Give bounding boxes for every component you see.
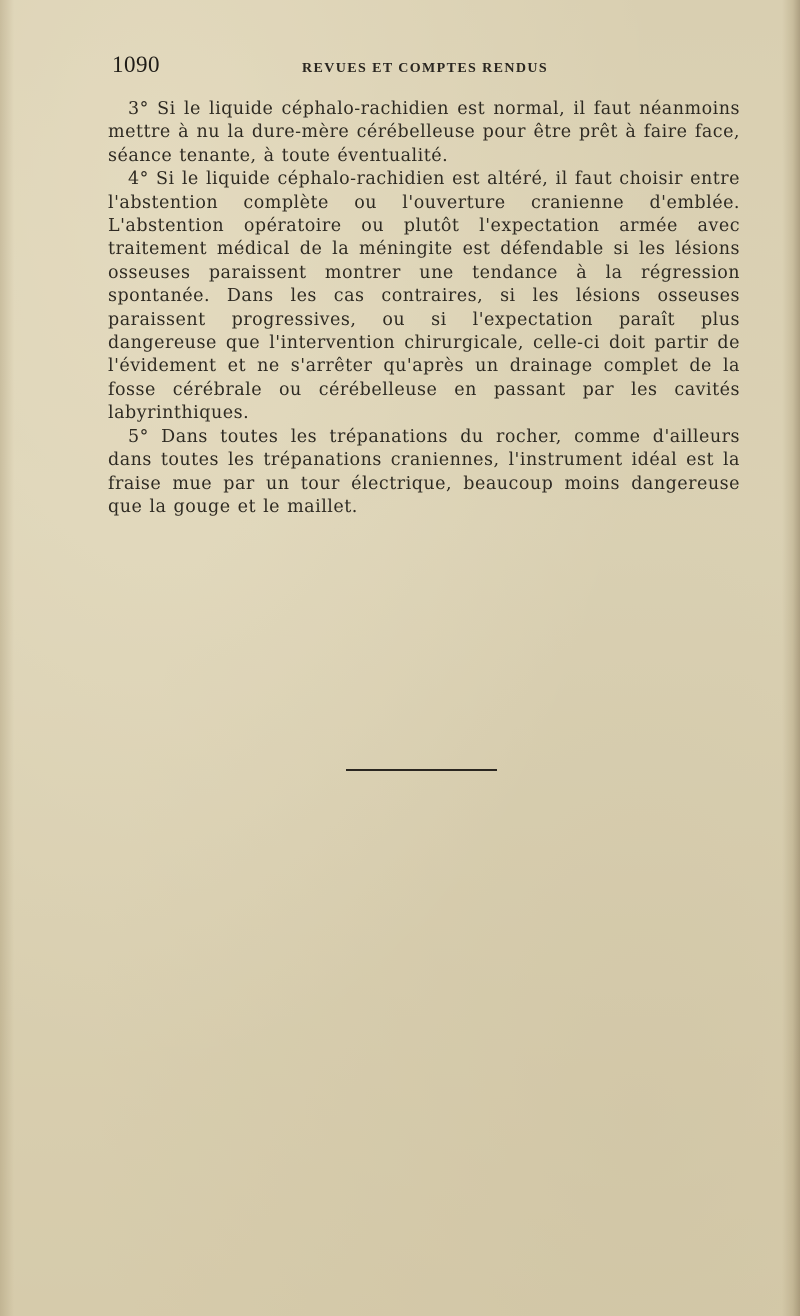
page-right-shadow: [782, 0, 800, 1316]
page-number: 1090: [112, 52, 160, 77]
section-end-rule: [346, 769, 497, 771]
page-left-shadow: [0, 0, 14, 1316]
paragraph-3: 3° Si le liquide céphalo-rachidien est normal, il faut néanmoins mettre à nu la dure-mère cérébelleuse pour être prêt à faire face, séance tenante, à toute éventualité.: [108, 99, 740, 166]
running-head: REVUES ET COMPTES RENDUS: [302, 61, 549, 76]
paragraph-5: 5° Dans toutes les trépanations du rocher, comme d'ailleurs dans toutes les trépanations craniennes, l'instrument idéal est la fraise mue par un tour électrique, beaucoup moins dangereuse que la gouge et le maillet.: [108, 426, 740, 517]
page-header: [112, 52, 744, 88]
body-text: [108, 98, 740, 519]
paragraph-4: 4° Si le liquide céphalo-rachidien est altéré, il faut choisir entre l'abstention complète ou l'ouverture cranienne d'emblée. L'abstention opératoire ou plutôt l'expectation armée avec traitement médical de la méningite est défendable si les lésions osseuses paraissent montrer une tendance à la régression spontanée. Dans les cas contraires, si les lésions osseuses paraissent progressives, ou si l'expectation paraît plus dangereuse que l'intervention chirurgicale, celle-ci doit partir de l'évidement et ne s'arrêter qu'après un drainage complet de la fosse cérébrale ou cérébelleuse en passant par les cavités labyrinthiques.: [108, 169, 740, 424]
